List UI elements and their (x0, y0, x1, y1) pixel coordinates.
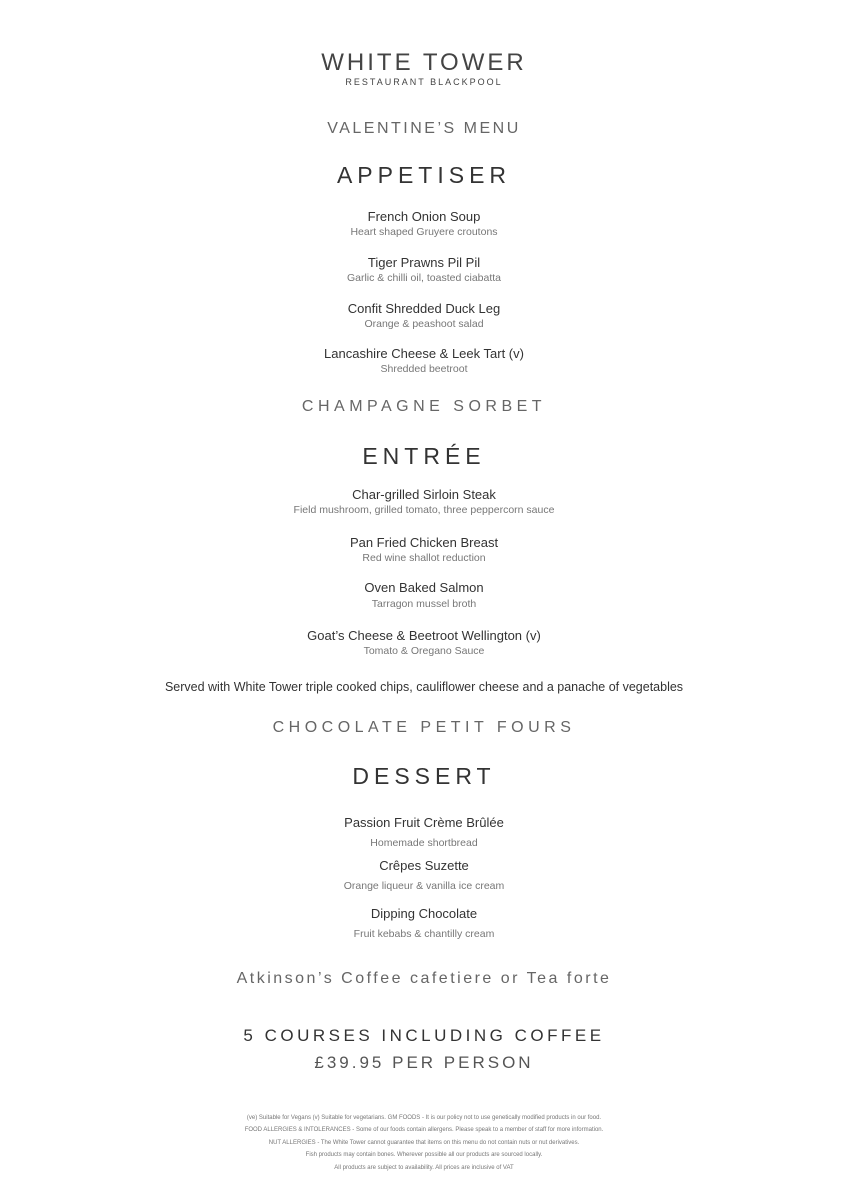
footer-line: All products are subject to availability. All prices are inclusive of VAT (334, 1165, 514, 1171)
dessert-dish-name: Passion Fruit Crème Brûlée (344, 815, 504, 830)
coffee-line: Atkinson’s Coffee cafetiere or Tea forte (236, 970, 612, 987)
entree-dish-name: Goat’s Cheese & Beetroot Wellington (v) (307, 628, 541, 643)
entree-dish-name: Char-grilled Sirloin Steak (352, 487, 496, 502)
appetiser-dish-desc: Orange & peashoot salad (364, 318, 484, 330)
entree-dish-desc: Tomato & Oregano Sauce (363, 645, 485, 657)
entree-dish-desc: Tarragon mussel broth (371, 598, 477, 610)
restaurant-location: RESTAURANT BLACKPOOL (345, 77, 503, 87)
appetiser-dish-name: Tiger Prawns Pil Pil (367, 255, 481, 270)
footer-line: Fish products may contain bones. Wherever possible all our products are sourced locally. (305, 1152, 543, 1158)
appetiser-dish-desc: Garlic & chilli oil, toasted ciabatta (346, 272, 502, 284)
dessert-dish-name: Dipping Chocolate (370, 906, 478, 921)
price-per-person: £39.95 PER PERSON (314, 1053, 534, 1072)
entree-dish-desc: Red wine shallot reduction (362, 552, 486, 564)
interlude-petit-fours: CHOCOLATE PETIT FOURS (272, 719, 576, 736)
dessert-heading: DESSERT (352, 763, 496, 789)
dessert-dish-desc: Fruit kebabs & chantilly cream (353, 928, 495, 940)
menu-title: VALENTINE’S MENU (327, 120, 521, 137)
appetiser-dish-desc: Shredded beetroot (380, 363, 468, 375)
footer-line: NUT ALLERGIES - The White Tower cannot guarantee that items on this menu do not contain nuts or nut derivatives. (268, 1140, 580, 1146)
dessert-dish-name: Crêpes Suzette (379, 858, 469, 873)
dessert-dish-desc: Orange liqueur & vanilla ice cream (343, 880, 505, 892)
entree-heading: ENTRÉE (362, 443, 486, 469)
footer-line: FOOD ALLERGIES & INTOLERANCES - Some of our foods contain allergens. Please speak to a member of staff for more information. (244, 1127, 604, 1133)
interlude-sorbet: CHAMPAGNE SORBET (301, 398, 547, 415)
entree-dish-name: Oven Baked Salmon (364, 580, 484, 595)
served-with-note: Served with White Tower triple cooked chips, cauliflower cheese and a panache of vegetables (164, 680, 684, 694)
appetiser-dish-name: Confit Shredded Duck Leg (347, 301, 501, 316)
entree-dish-desc: Field mushroom, grilled tomato, three peppercorn sauce (293, 504, 555, 516)
footer-line: (ve) Suitable for Vegans (v) Suitable for vegetarians. GM FOODS - It is our policy not to use genetically modified products in our food. (246, 1115, 602, 1121)
entree-dish-name: Pan Fried Chicken Breast (349, 535, 499, 550)
appetiser-dish-name: Lancashire Cheese & Leek Tart (v) (324, 346, 524, 361)
restaurant-name: WHITE TOWER (321, 49, 527, 76)
dessert-dish-desc: Homemade shortbread (370, 837, 478, 849)
appetiser-dish-desc: Heart shaped Gruyere croutons (350, 226, 498, 238)
appetiser-heading: APPETISER (336, 162, 512, 188)
courses-note: 5 COURSES INCLUDING COFFEE (243, 1026, 605, 1045)
appetiser-dish-name: French Onion Soup (367, 209, 481, 224)
